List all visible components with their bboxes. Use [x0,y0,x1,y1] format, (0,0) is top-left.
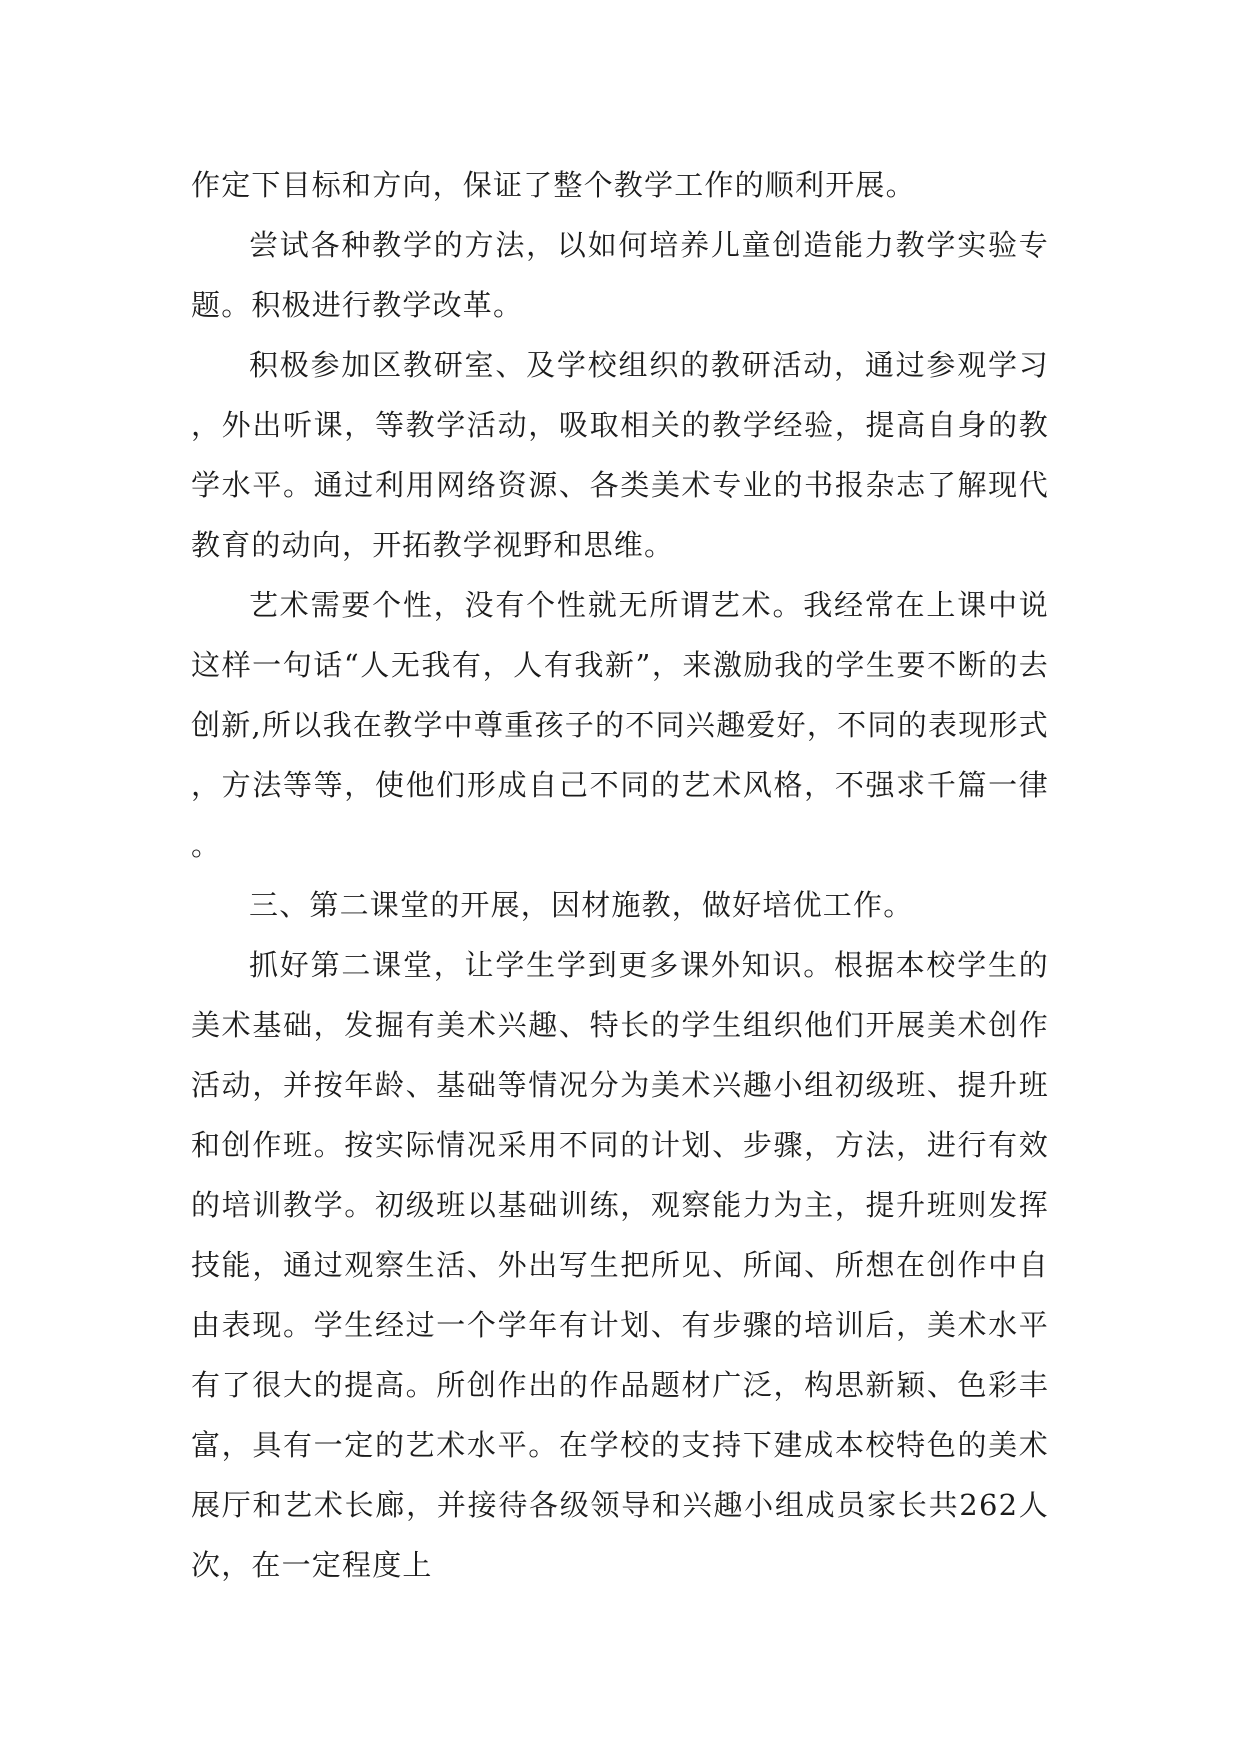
paragraph-research-activities: 积极参加区教研室、及学校组织的教研活动，通过参观学习，外出听课，等教学活动，吸取相关的教学经验，提高自身的教学水平。通过利用网络资源、各类美术专业的书报杂志了解现代教育的动向，开拓教学视野和思维。 [191,348,1049,562]
paragraph-art-individuality: 艺术需要个性，没有个性就无所谓艺术。我经常在上课中说这样一句话“人无我有，人有我新”，来激励我的学生要不断的去创新,所以我在教学中尊重孩子的不同兴趣爱好，不同的表现形式，方法等等，使他们形成自己不同的艺术风格，不强求千篇一律。 [191,588,1049,862]
paragraph-continuation: 作定下目标和方向，保证了整个教学工作的顺利开展。 [191,168,916,202]
document-body [191,155,1049,1595]
paragraph-second-classroom: 抓好第二课堂，让学生学到更多课外知识。根据本校学生的美术基础，发掘有美术兴趣、特长的学生组织他们开展美术创作活动，并按年龄、基础等情况分为美术兴趣小组初级班、提升班和创作班。按实际情况采用不同的计划、步骤，方法，进行有效的培训教学。初级班以基础训练，观察能力为主，提升班则发挥技能，通过观察生活、外出写生把所见、所闻、所想在创作中自由表现。学生经过一个学年有计划、有步骤的培训后，美术水平有了很大的提高。所创作出的作品题材广泛，构思新颖、色彩丰富，具有一定的艺术水平。在学校的支持下建成本校特色的美术展厅和艺术长廊，并接待各级领导和兴趣小组成员家长共262人次，在一定程度上 [191,948,1049,1582]
section-heading-second-classroom: 三、第二课堂的开展，因材施教，做好培优工作。 [249,888,914,922]
paragraph-teaching-methods: 尝试各种教学的方法，以如何培养儿童创造能力教学实验专题。积极进行教学改革。 [191,228,1049,322]
